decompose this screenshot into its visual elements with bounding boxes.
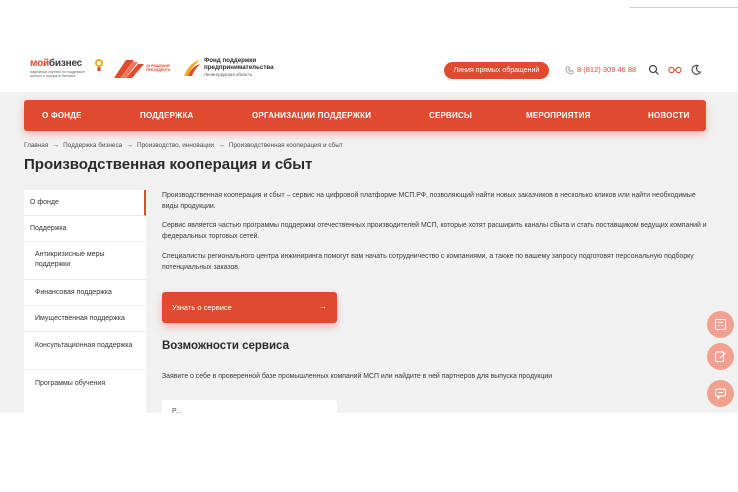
dark-mode-moon-icon[interactable] — [690, 64, 702, 76]
sidebar-item-label: Антикризисные меры поддержки — [35, 251, 105, 268]
hotline-button[interactable]: Линия прямых обращений — [444, 62, 549, 79]
sidebar-menu — [24, 190, 146, 413]
sidebar-item-consulting[interactable] — [24, 332, 146, 370]
breadcrumb-production[interactable]: Производство, инновации — [137, 142, 215, 149]
arrow-right-icon: → — [52, 142, 60, 149]
site-header — [0, 48, 738, 92]
arrow-right-icon: → — [126, 142, 134, 149]
anniversary-text: 10 РЕШЕНИЙ ПРЕЗИДЕНТА — [146, 64, 171, 72]
sidebar-item-label: Консультационная поддержка — [35, 342, 133, 349]
sidebar-item-label: Поддержка — [30, 225, 67, 232]
anniversary-logo[interactable] — [112, 58, 174, 80]
page-body — [0, 92, 738, 413]
nav-item-services[interactable]: СЕРВИСЫ — [429, 111, 472, 120]
nav-item-events[interactable]: МЕРОПРИЯТИЯ — [526, 111, 591, 120]
breadcrumb-home[interactable]: Главная — [24, 142, 49, 149]
phone-icon — [565, 66, 574, 75]
fund-emblem-icon — [182, 58, 202, 78]
section-title: Возможности сервиса — [162, 340, 289, 352]
top-divider — [630, 7, 738, 8]
sidebar-item-about[interactable] — [24, 190, 146, 216]
sidebar-item-label: Финансовая поддержка — [35, 289, 112, 296]
calculator-button[interactable] — [707, 311, 734, 338]
sidebar-item-label: О фонде — [30, 199, 59, 206]
breadcrumb-current: Производственная кооперация и сбыт — [228, 142, 343, 149]
main-navigation — [24, 100, 706, 131]
program-paragraph: Сервис является частью программы поддержки отечественных производителей МСП, которые хотят расширить каналы сбыта и стать поставщиком ведущих компаний и федеральных торговых сетей. — [162, 222, 707, 240]
search-icon[interactable] — [648, 64, 660, 76]
calculator-icon — [714, 318, 727, 331]
edit-document-icon — [714, 350, 727, 363]
moy-biznes-logo[interactable] — [30, 58, 106, 82]
arrow-right-icon: → — [319, 302, 327, 311]
learn-about-service-button[interactable] — [162, 292, 337, 323]
sidebar-item-label: Имущественная поддержка — [35, 315, 125, 322]
intro-paragraph: Производственная кооперация и сбыт – сервис на цифровой платформе МСП.РФ, позволяющий найти новых заказчиков в несколько кликов или найти необходимые виды продукции. — [162, 192, 696, 210]
specialists-paragraph: Специалисты регионального центра инжиниринга помогут вам начать сотрудничество с компаниями, а также по вашему запросу подготовят персональную подборку потенциальных заказов. — [162, 253, 694, 271]
accessibility-glasses-icon[interactable] — [668, 64, 682, 76]
nav-item-about[interactable]: О ФОНДЕ — [42, 111, 82, 120]
sidebar-item-property[interactable] — [24, 306, 146, 332]
fund-name: Фонд поддержки предпринимательства — [204, 57, 274, 71]
nav-item-news[interactable]: НОВОСТИ — [648, 111, 690, 120]
nav-item-support-organizations[interactable]: ОРГАНИЗАЦИИ ПОДДЕРЖКИ — [252, 111, 372, 120]
edit-document-button[interactable] — [707, 343, 734, 370]
chat-icon — [714, 387, 727, 400]
sidebar-item-training[interactable] — [24, 370, 146, 396]
breadcrumb — [24, 142, 343, 149]
sidebar-item-support[interactable] — [24, 216, 146, 242]
logo-brand: мойбизнес — [30, 58, 83, 69]
chat-button[interactable] — [707, 380, 734, 407]
phone-number: 8 (812) 309 46 88 — [577, 65, 637, 74]
lightbulb-icon — [94, 58, 104, 72]
feature-card-label: Р... — [172, 408, 182, 413]
breadcrumb-business-support[interactable]: Поддержка бизнеса — [63, 142, 123, 149]
phone-link[interactable] — [565, 65, 636, 75]
sidebar-item-financial[interactable] — [24, 280, 146, 306]
page-title: Производственная кооперация и сбыт — [24, 156, 313, 173]
section-description: Заявите о себе в проверенной базе промышленных компаний МСП или найдите в ней партнеров для выпуска продукции — [162, 373, 553, 380]
feature-card[interactable] — [162, 400, 337, 413]
fund-region: Ленинградская область — [204, 72, 253, 77]
cta-label: Узнать о сервисе — [172, 303, 232, 312]
sidebar-item-label: Программы обучения — [35, 380, 106, 387]
fund-logo[interactable] — [182, 58, 282, 80]
logo-tagline: надёжный спутник по поддержке малого и среднего бизнеса — [30, 70, 85, 78]
sidebar-item-anticrisis[interactable] — [24, 242, 146, 280]
nav-item-support[interactable]: ПОДДЕРЖКА — [140, 111, 194, 120]
arrow-right-icon: → — [218, 142, 225, 149]
